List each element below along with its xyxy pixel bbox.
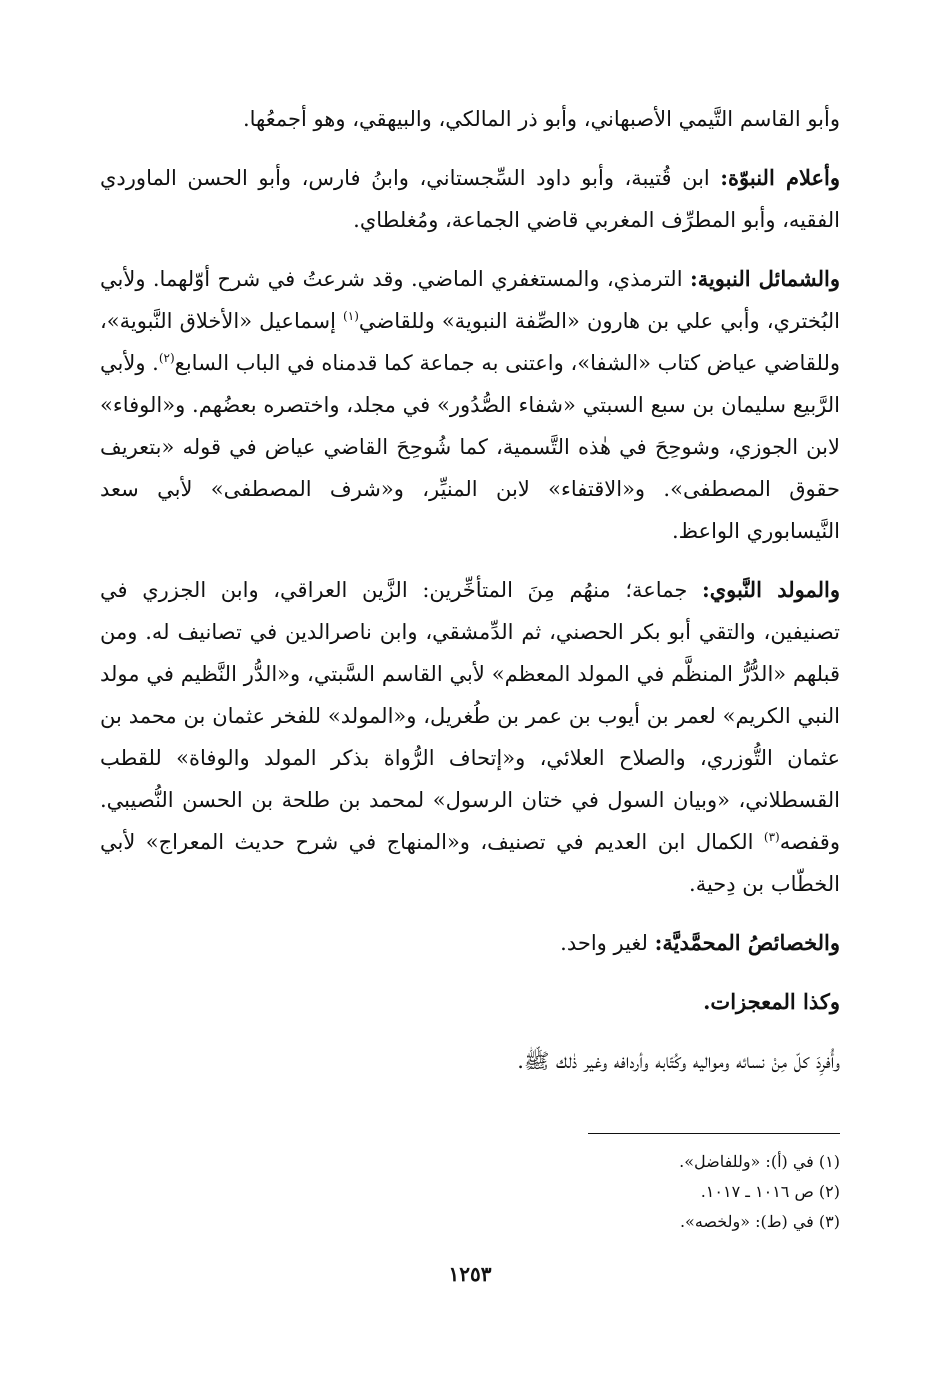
paragraph-text: وأُفرِدَ كلّ مِنْ نسائه ومواليه وكُتّابه وأردافه وغير ذٰلك ﷺ. xyxy=(517,1049,840,1073)
paragraph-text: لغير واحد. xyxy=(560,931,655,955)
section-heading: والمولد النَّبوي: xyxy=(701,577,840,602)
paragraph-closing xyxy=(100,1040,840,1082)
footnote-1: (١) في (أ): «وللفاضل». xyxy=(679,1152,840,1171)
section-heading: وكذا المعجزات. xyxy=(703,989,840,1014)
page-number: ١٢٥٣ xyxy=(448,1262,492,1286)
paragraph-text: وأبو القاسم التَّيمي الأصبهاني، وأبو ذر المالكي، والبيهقي، وهو أجمعُها. xyxy=(242,107,840,131)
paragraph-alam-nubuwwa xyxy=(100,157,840,241)
section-heading: وأعلام النبوّة: xyxy=(720,165,840,190)
section-heading: والشمائل النبوية: xyxy=(689,266,840,291)
paragraph-mawlid xyxy=(100,569,840,905)
footnote-divider xyxy=(588,1133,840,1134)
paragraph-text: جماعة؛ منهُم مِنَ المتأخِّرين: الزَّين العراقي، وابن الجزري في تصنيفين، والتقي أبو بكر الحصني، ثم الدِّمشقي، وابن ناصرالدين في تصانيف له. ومن قبلهم «الدُّرُّ المنظَّم في المولد المعظم» لأبي القاسم السَّبتي، و«الدُّر النَّظيم في مولد النبي الكريم» لعمر بن أيوب بن عمر بن طُغريل، و«المولد» للفخر عثمان بن محمد بن عثمان التُّوزري، والصلاح العلائي، و«إتحاف الرُّواة بذكر المولد والوفاة» للقطب القسطلاني، «وبيان السول في ختان الرسول» لمحمد بن طلحة بن الحسن النُّصيبي. وقفصه xyxy=(100,578,840,854)
main-text xyxy=(100,98,840,1099)
paragraph-khasais xyxy=(100,922,840,964)
footnote-3: (٣) في (ط): «ولخصه». xyxy=(679,1212,840,1231)
paragraph-text: ابن قُتيبة، وأبو داود السِّجستاني، وابنُ فارس، وأبو الحسن الماوردي الفقيه، وأبو المطرِّف المغربي قاضي الجماعة، ومُغلطاي. xyxy=(100,166,840,232)
paragraph-shamail xyxy=(100,258,840,552)
paragraph-text: . ولأبي الرَّبيع سليمان بن سبع السبتي «شفاء الصُّدُور» في مجلد، واختصره بعضُهم. و«الوفاء» لابن الجوزي، وشوحِحَ في هٰذه التَّسمية، كما شُوحِحَ القاضي عياض في قوله «بتعريف حقوق المصطفى». و«الاقتفاء» لابن المنيِّر، و«شرف المصطفى» لأبي سعد النَّيسابوري الواعظ. xyxy=(100,351,840,543)
paragraph-mujizat xyxy=(100,981,840,1023)
footnote-marker-3: (٣) xyxy=(763,830,780,844)
paragraph-opening xyxy=(100,98,840,140)
section-heading: والخصائصُ المحمَّديَّة: xyxy=(654,930,840,955)
footnote-2: (٢) ص ١٠١٦ ـ ١٠١٧. xyxy=(700,1182,840,1201)
paragraph-text: الترمذي، والمستغفري الماضي. وقد شرعتُ في شرح أوّلهما. ولأبي البُختري، وأبي علي بن هارون «الصِّفة النبوية» وللقاضي xyxy=(100,267,840,333)
footnote-marker-1: (١) xyxy=(343,309,359,323)
paragraph-text: الكمال ابن العديم في تصنيف، و«المنهاج في شرح حديث المعراج» لأبي الخطّاب بن دِحية. xyxy=(100,830,840,896)
footnotes xyxy=(400,1147,840,1237)
footnote-marker-2: (٢) xyxy=(158,351,175,365)
paragraph-text: إسماعيل «الأخلاق النَّبوية»، وللقاضي عياض كتاب «الشفا»، واعتنى به جماعة كما قدمناه في الباب السابع xyxy=(100,309,840,375)
